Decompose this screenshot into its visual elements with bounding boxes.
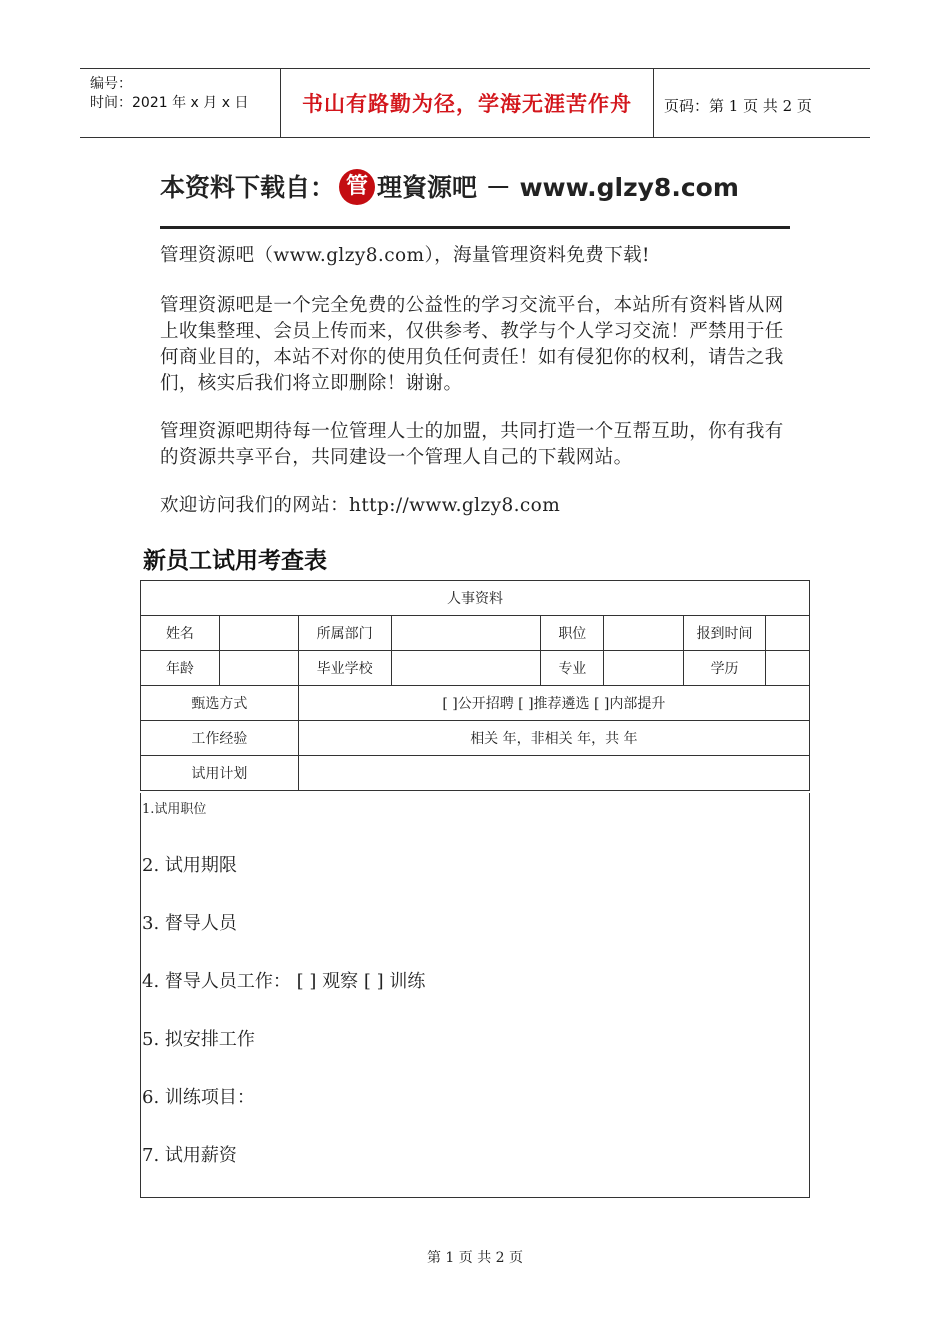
intro-paragraph: 管理资源吧（www.glzy8.com），海量管理资料免费下载!	[160, 245, 650, 266]
major-label: 专业	[541, 651, 604, 686]
plan-item-period: 2. 试用期限	[142, 855, 237, 876]
doc-date-label: 时间：2021 年 x 月 x 日	[90, 95, 249, 111]
plan-item-salary: 7. 试用薪资	[142, 1145, 237, 1166]
personnel-table	[140, 580, 810, 791]
department-label: 所属部门	[298, 616, 391, 651]
position-label: 职位	[541, 616, 604, 651]
header-meta	[80, 69, 281, 137]
age-label: 年龄	[141, 651, 220, 686]
name-label: 姓名	[141, 616, 220, 651]
age-field[interactable]	[219, 651, 298, 686]
plan-item-assigned-work: 5. 拟安排工作	[142, 1029, 255, 1050]
trial-plan-label: 试用计划	[141, 756, 299, 791]
department-field[interactable]	[391, 616, 541, 651]
school-label: 毕业学校	[298, 651, 391, 686]
site-logo-icon: 管	[339, 169, 375, 205]
header-page-info: 页码：第 1 页 共 2 页	[664, 97, 812, 115]
website-paragraph: 欢迎访问我们的网站：http://www.glzy8.com	[160, 495, 561, 516]
school-field[interactable]	[391, 651, 541, 686]
major-field[interactable]	[604, 651, 684, 686]
report-date-label: 报到时间	[684, 616, 766, 651]
plan-item-supervisor: 3. 督导人员	[142, 913, 237, 934]
header-motto: 书山有路勤为径，学海无涯苦作舟	[281, 69, 654, 137]
banner-text	[160, 168, 739, 209]
site-banner	[160, 168, 790, 228]
invitation-paragraph: 管理资源吧期待每一位管理人士的加盟，共同打造一个互帮互助，你有我有的资源共享平台，共同建设一个管理人自己的下载网站。	[160, 421, 784, 468]
work-experience-label: 工作经验	[141, 721, 299, 756]
education-field[interactable]	[766, 651, 810, 686]
trial-plan-details	[140, 793, 810, 1198]
selection-method-label: 甄选方式	[141, 686, 299, 721]
banner-url: － www.glzy8.com	[477, 173, 739, 202]
selection-method-options[interactable]: [ ]公开招聘 [ ]推荐遴选 [ ]内部提升	[298, 686, 809, 721]
banner-prefix: 本资料下载自：	[160, 173, 336, 202]
form-title: 新员工试用考查表	[143, 547, 327, 574]
banner-divider	[160, 226, 790, 229]
work-experience-field[interactable]: 相关 年，非相关 年，共 年	[298, 721, 809, 756]
section-header: 人事资料	[141, 581, 810, 616]
position-field[interactable]	[604, 616, 684, 651]
disclaimer-paragraph: 管理资源吧是一个完全免费的公益性的学习交流平台，本站所有资料皆从网上收集整理、会员上传而来，仅供参考、教学与个人学习交流！严禁用于任何商业目的，本站不对你的使用负任何责任！如有侵犯你的权利，请告之我们，核实后我们将立即删除！谢谢。	[160, 295, 784, 394]
page-footer: 第 1 页 共 2 页	[426, 1250, 524, 1266]
plan-item-position: 1.试用职位	[142, 802, 207, 817]
plan-item-training: 6. 训练项目：	[142, 1087, 255, 1108]
page-header	[80, 68, 870, 138]
doc-number-label: 编号：	[90, 76, 132, 92]
plan-item-supervisor-work: 4. 督导人员工作： [ ] 观察 [ ] 训练	[142, 971, 426, 992]
name-field[interactable]	[219, 616, 298, 651]
report-date-field[interactable]	[766, 616, 810, 651]
trial-plan-field[interactable]	[298, 756, 809, 791]
banner-site-name: 理資源吧	[377, 173, 478, 202]
education-label: 学历	[684, 651, 766, 686]
